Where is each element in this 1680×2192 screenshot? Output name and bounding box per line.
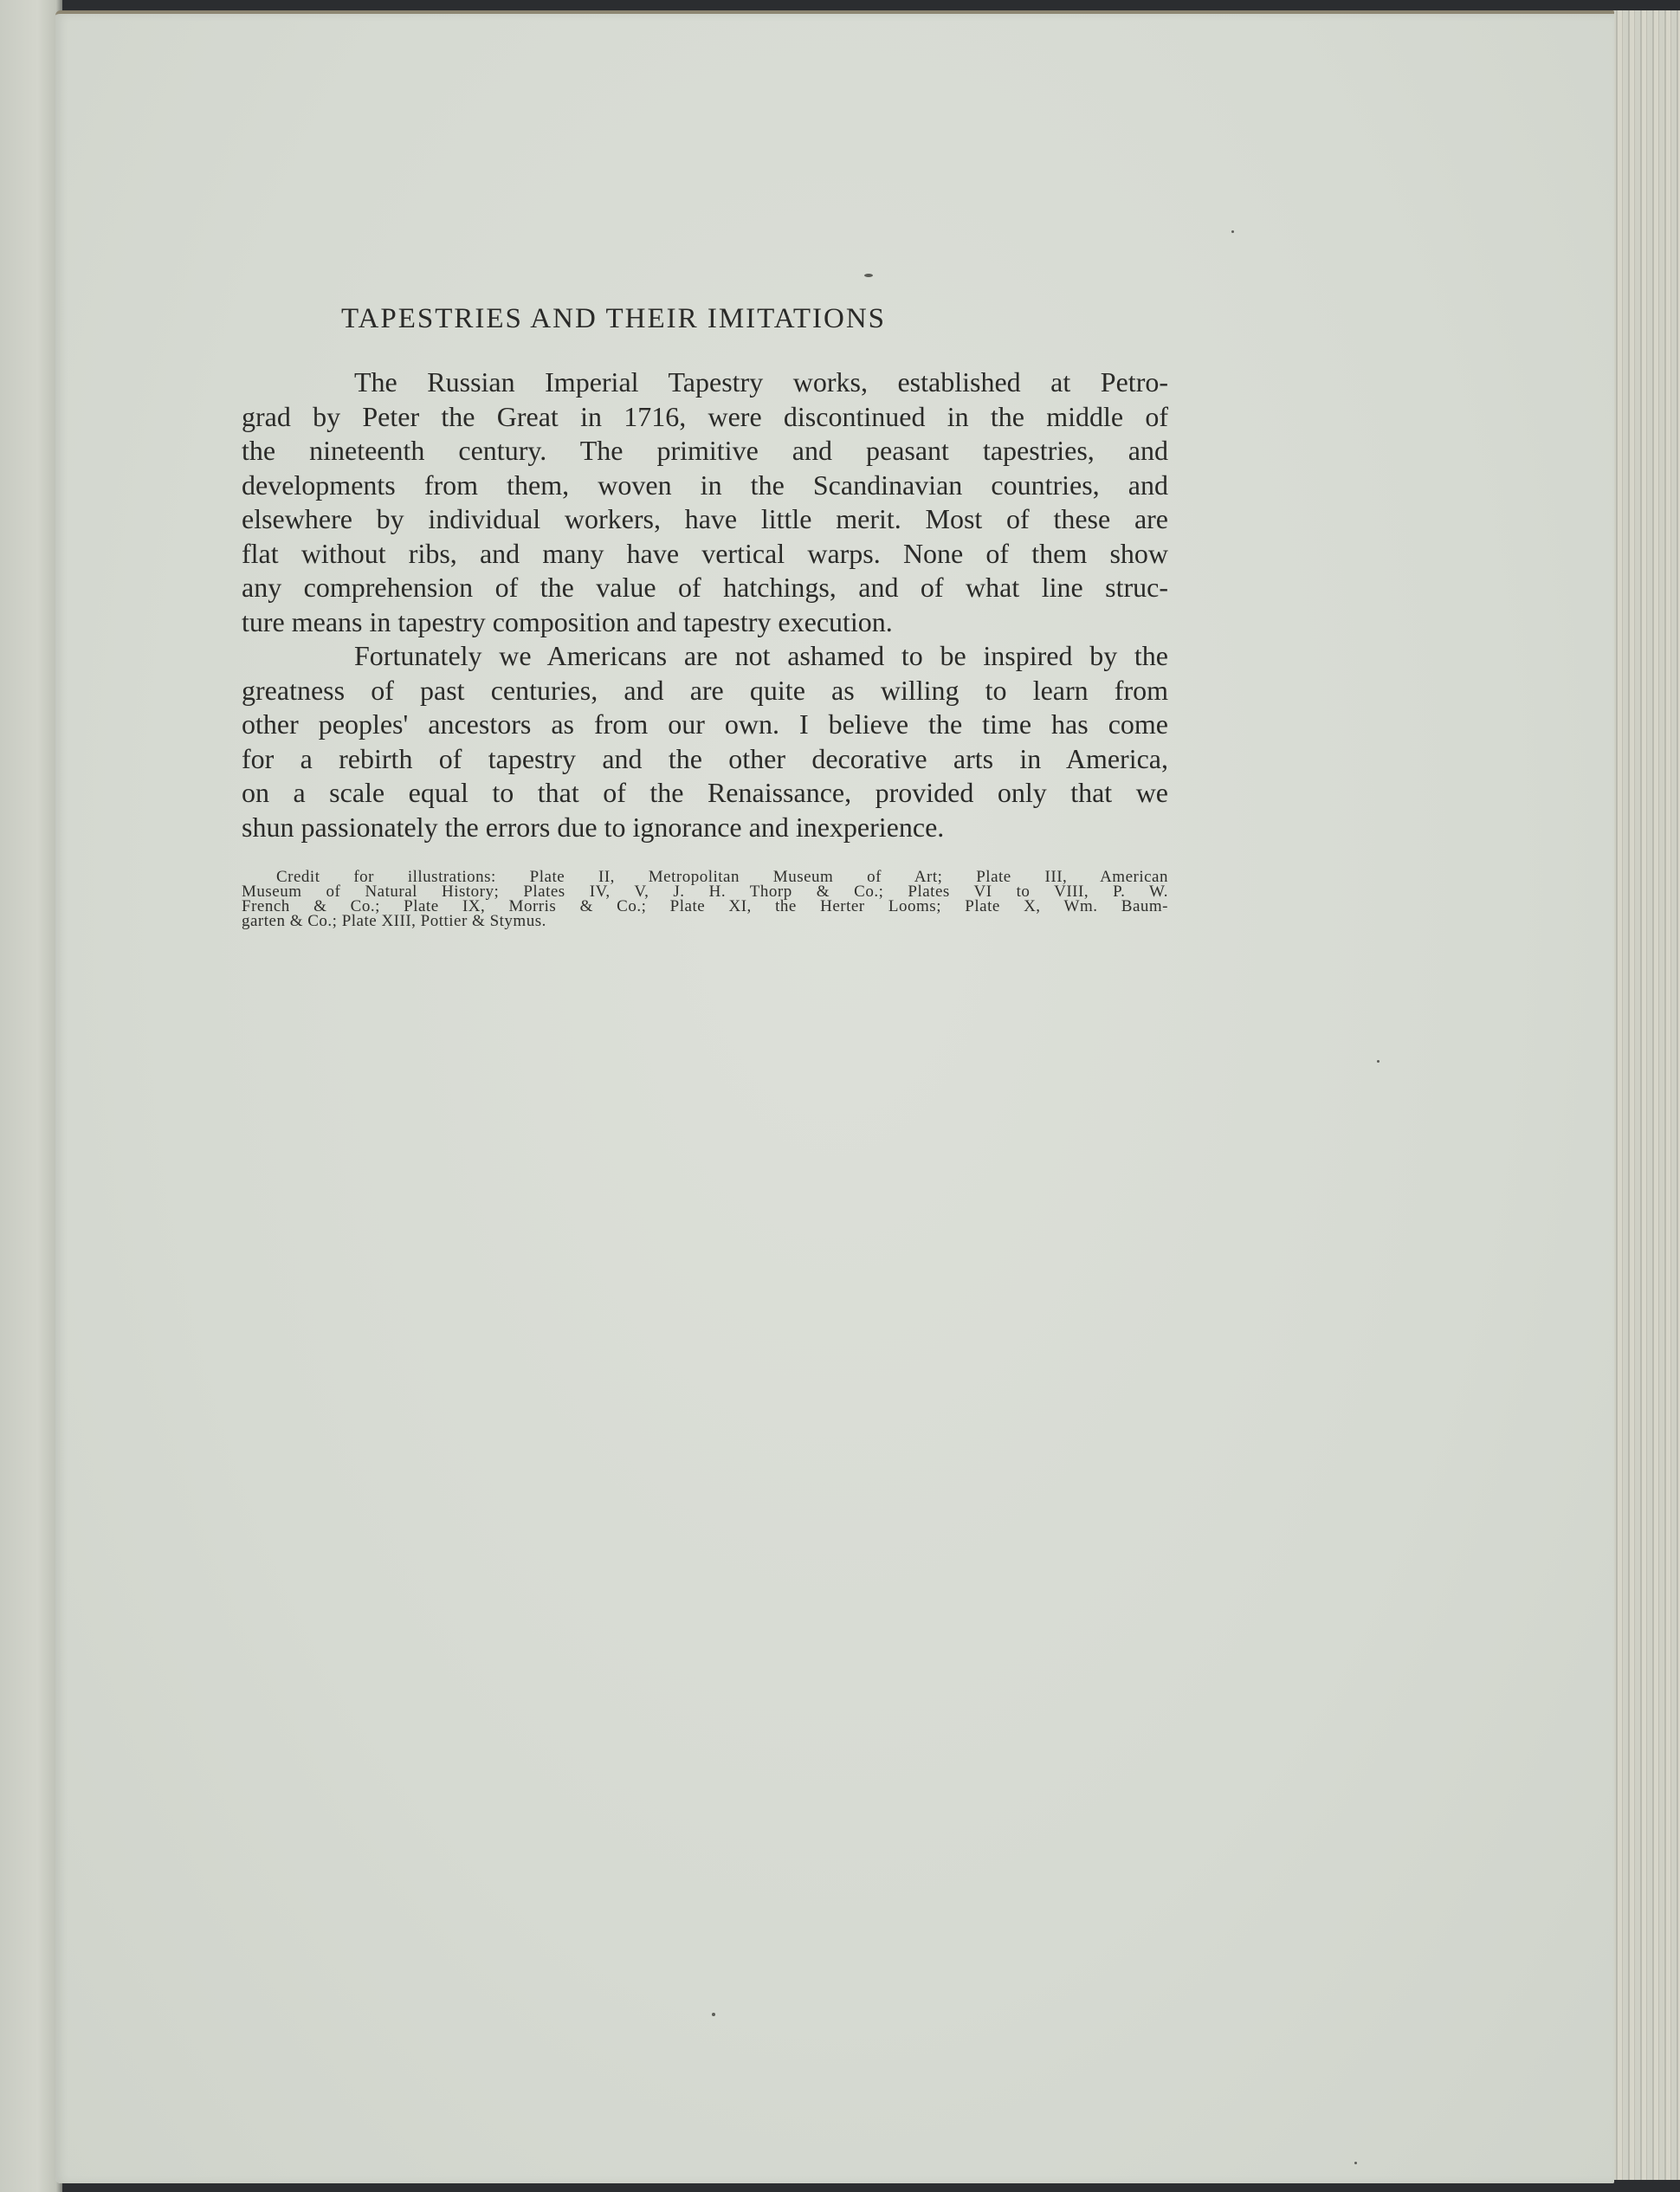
text-line: other peoples' ancestors as from our own. I believe the time has come: [242, 708, 1168, 740]
right-page-edges: [1609, 10, 1680, 2180]
text-line: greatness of past centuries, and are quite as willing to learn from: [242, 674, 1168, 706]
credit-line: Credit for illustrations: Plate II, Metropolitan Museum of Art; Plate III, American: [276, 868, 1168, 886]
book-page: [55, 10, 1614, 2183]
text-line: shun passionately the errors due to ignorance and inexperience.: [242, 811, 945, 843]
page-speck: [864, 274, 873, 277]
credit-line: garten & Co.; Plate XIII, Pottier & Stymus.: [242, 912, 546, 930]
page-title: TAPESTRIES AND THEIR IMITATIONS: [341, 303, 887, 334]
credit-line: French & Co.; Plate IX, Morris & Co.; Plate XI, the Herter Looms; Plate X, Wm. Baum-: [242, 897, 1168, 915]
text-line: flat without ribs, and many have vertical warps. None of them show: [242, 537, 1168, 569]
left-page-edge: [0, 0, 62, 2192]
body-text: [242, 365, 1168, 844]
page-speck: [1231, 230, 1234, 233]
text-line: Fortunately we Americans are not ashamed to be inspired by the: [354, 640, 1168, 671]
text-line: any comprehension of the value of hatchings, and of what line struc-: [242, 572, 1168, 603]
text-line: the nineteenth century. The primitive and peasant tapestries, and: [242, 435, 1168, 466]
page-speck: [712, 2013, 715, 2016]
text-line: ture means in tapestry composition and tapestry execution.: [242, 605, 893, 637]
text-line: grad by Peter the Great in 1716, were discontinued in the middle of: [242, 400, 1168, 432]
text-line: for a rebirth of tapestry and the other decorative arts in America,: [242, 742, 1168, 774]
page-speck: [1377, 1060, 1380, 1063]
paragraph-2: [242, 639, 1168, 844]
illustration-credits: [242, 870, 1168, 928]
text-line: on a scale equal to that of the Renaissance, provided only that we: [242, 777, 1168, 808]
text-line: developments from them, woven in the Scandinavian countries, and: [242, 469, 1168, 501]
page-speck: [1354, 2162, 1357, 2164]
text-line: elsewhere by individual workers, have little merit. Most of these are: [242, 503, 1168, 534]
text-line: The Russian Imperial Tapestry works, established at Petro-: [354, 366, 1168, 398]
credit-line: Museum of Natural History; Plates IV, V, J. H. Thorp & Co.; Plates VI to VIII, P. W.: [242, 883, 1168, 901]
paragraph-1: [242, 365, 1168, 639]
